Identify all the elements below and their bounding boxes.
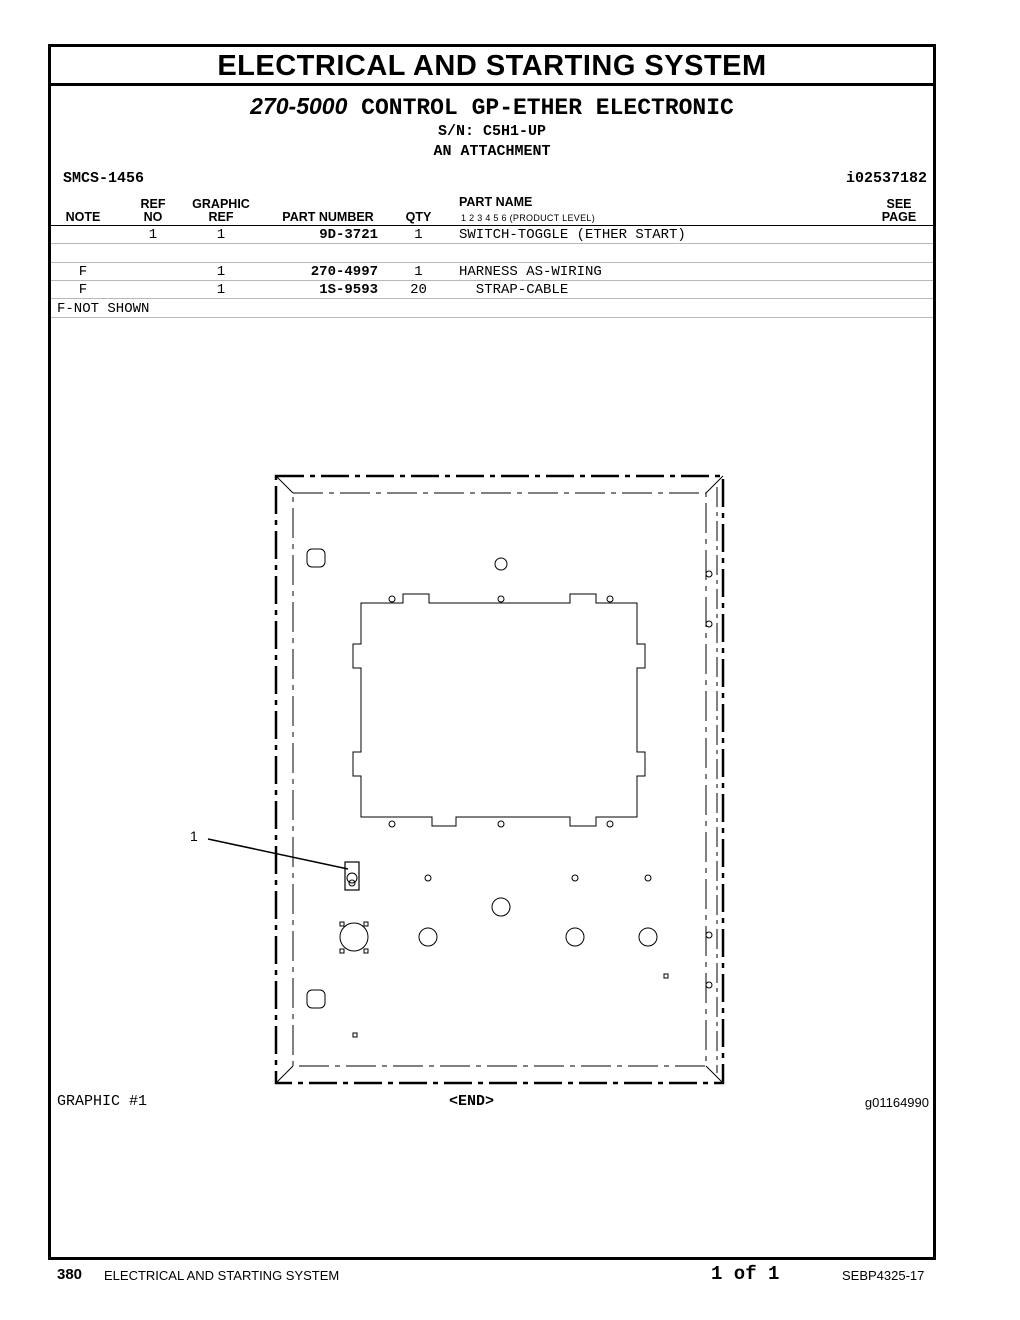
connector (340, 923, 368, 951)
col-product-level: 1 2 3 4 5 6 (PRODUCT LEVEL) (461, 213, 595, 223)
row-qty: 20 (410, 282, 427, 298)
row-graphic-ref: 1 (216, 264, 226, 280)
col-part-name: PART NAME (459, 195, 533, 209)
col-see-bottom: PAGE (881, 210, 917, 224)
panel-outline (276, 476, 723, 1083)
col-qty: QTY (405, 210, 432, 224)
mount-hole (307, 549, 325, 567)
col-graphic-bottom: REF (208, 210, 234, 224)
row-qty: 1 (414, 227, 423, 243)
row-ref-no: 1 (148, 227, 158, 243)
attachment-label: AN ATTACHMENT (433, 143, 551, 160)
row-part-number: 1S-9593 (319, 282, 378, 298)
notes-legend: F-NOT SHOWN (57, 301, 150, 317)
callout-label: 1 (190, 828, 198, 844)
callout-leader (208, 839, 348, 869)
footer-doc-number: SEBP4325-17 (842, 1268, 925, 1283)
row-part-number: 270-4997 (310, 264, 378, 280)
row-part-name: SWITCH-TOGGLE (ETHER START) (459, 227, 686, 243)
col-ref-no-top: REF (140, 197, 166, 211)
row-part-name: STRAP-CABLE (459, 282, 569, 298)
mount-hole (307, 990, 325, 1008)
col-note: NOTE (65, 210, 101, 224)
display-cutout (353, 594, 645, 826)
footer-section-title: ELECTRICAL AND STARTING SYSTEM (104, 1268, 340, 1283)
panel-drawing (51, 47, 933, 1257)
group-name: CONTROL GP-ETHER ELECTRONIC (361, 95, 734, 121)
row-part-number: 9D-3721 (319, 227, 378, 243)
col-see-top: SEE (886, 197, 912, 211)
end-label: <END> (449, 1093, 495, 1110)
col-graphic-top: GRAPHIC (192, 197, 250, 211)
serial-number: S/N: C5H1-UP (437, 123, 547, 140)
graphic-label: GRAPHIC #1 (57, 1093, 148, 1110)
footer-page-number: 380 (57, 1266, 83, 1283)
row-graphic-ref: 1 (216, 282, 226, 298)
col-part-number: PART NUMBER (282, 210, 374, 224)
row-qty: 1 (414, 264, 423, 280)
document-frame (48, 44, 936, 1260)
page-title: ELECTRICAL AND STARTING SYSTEM (51, 47, 933, 86)
row-note: F (78, 282, 88, 298)
footer-page-of: 1 of 1 (711, 1263, 780, 1285)
row-part-name: HARNESS AS-WIRING (459, 264, 602, 280)
row-graphic-ref: 1 (216, 227, 226, 243)
panel-inner-outline (293, 493, 706, 1066)
group-number: 270-5000 (250, 93, 348, 119)
smcs-code: SMCS-1456 (63, 170, 145, 187)
graphic-id: g01164990 (864, 1095, 929, 1110)
illustration-id: i02537182 (845, 170, 927, 187)
row-note: F (78, 264, 88, 280)
col-ref-no-bottom: NO (143, 210, 163, 224)
